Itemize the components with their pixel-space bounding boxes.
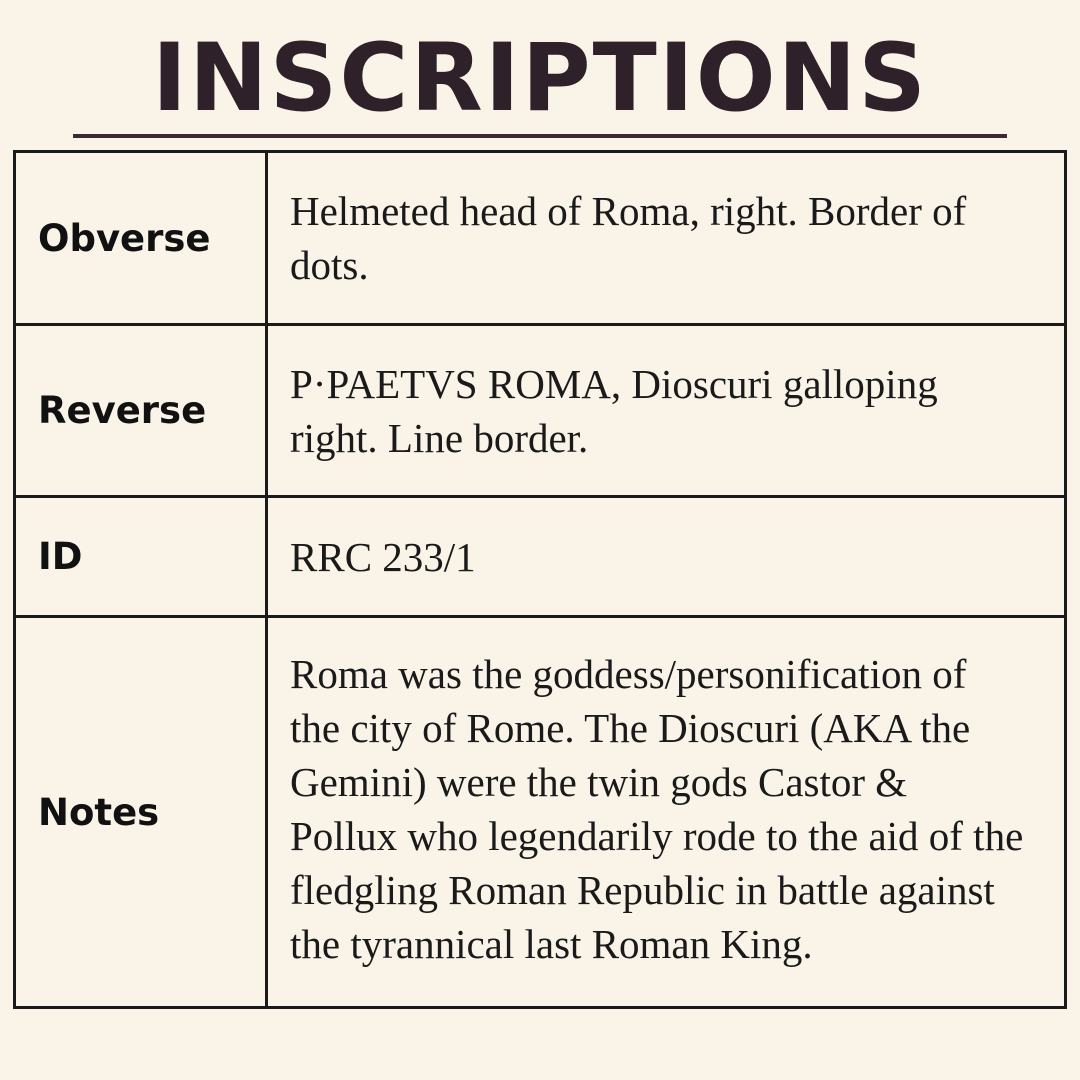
row-value-obverse: Helmeted head of Roma, right. Border of dots. xyxy=(267,152,1066,325)
table-row-notes xyxy=(15,617,1066,1008)
inscriptions-table xyxy=(13,150,1067,1009)
notes-text: Roma was the goddess/personification of the city of Rome. The Dioscuri (AKA the Gemini) were the twin gods Castor & Pollux who legendarily rode to the aid of the fledgling Roman Republic in battle against the tyrannical last Roman King. xyxy=(290,651,1024,967)
table-row-obverse xyxy=(15,152,1066,325)
row-label-obverse: Obverse xyxy=(15,152,267,325)
row-value-reverse: P·PAETVS ROMA, Dioscuri galloping right. Line border. xyxy=(267,325,1066,497)
row-value-notes xyxy=(267,617,1066,1008)
row-label-notes: Notes xyxy=(15,617,267,1008)
table-row-reverse xyxy=(15,325,1066,497)
row-value-id: RRC 233/1 xyxy=(267,497,1066,617)
row-label-reverse: Reverse xyxy=(15,325,267,497)
title-underline xyxy=(73,134,1007,138)
row-label-id: ID xyxy=(15,497,267,617)
table-row-id xyxy=(15,497,1066,617)
page-title: INSCRIPTIONS xyxy=(152,24,928,133)
